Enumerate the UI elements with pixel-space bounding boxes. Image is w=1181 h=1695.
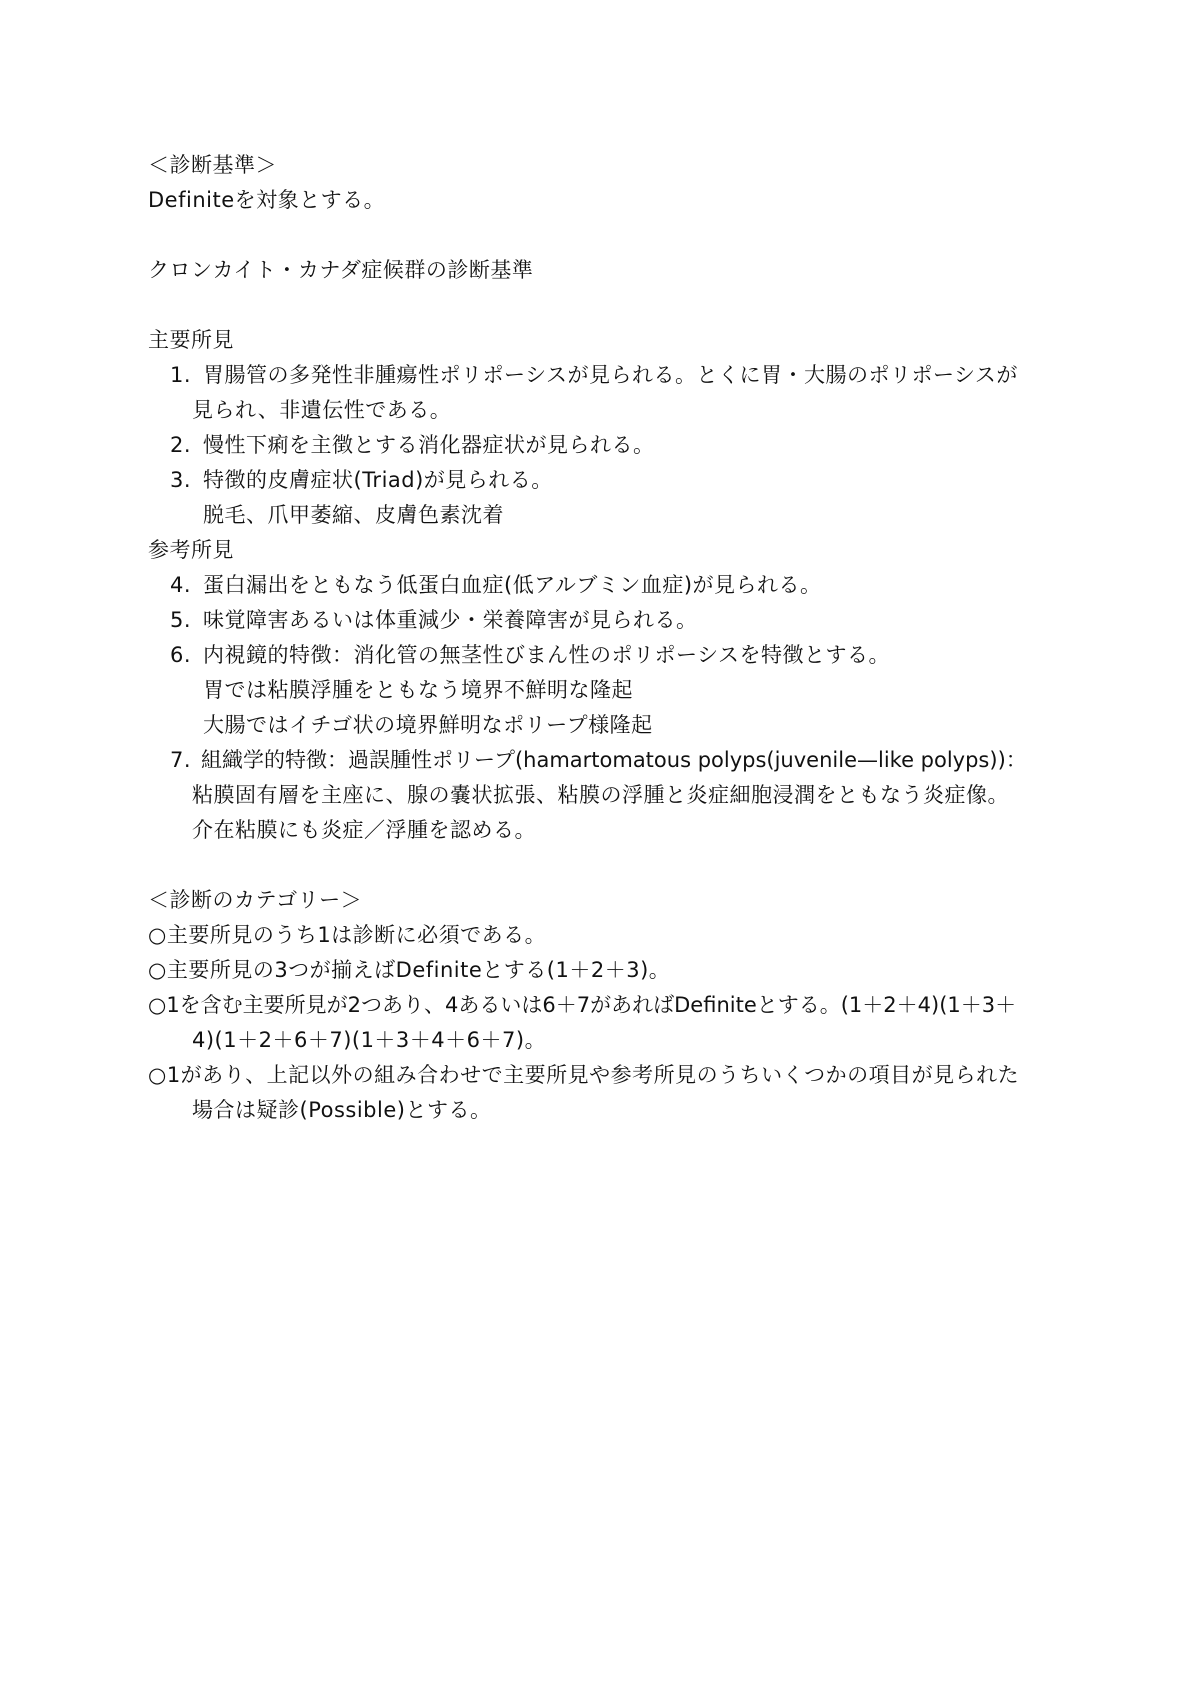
criteria-heading: ＜診断基準＞	[148, 153, 277, 177]
ref-item-4-text: 蛋白漏出をともなう低蛋白血症(低アルブミン血症)が見られる。	[203, 573, 822, 597]
major-item-2-text: 慢性下痢を主徴とする消化器症状が見られる。	[203, 433, 655, 457]
category-item-4: ○1があり、上記以外の組み合わせで主要所見や参考所見のうちいくつかの項目が見られた	[148, 1063, 1020, 1087]
ref-item-7-continuation-2: 介在粘膜にも炎症／浮腫を認める。	[192, 818, 536, 842]
ref-item-7-continuation-1: 粘膜固有層を主座に、腺の嚢状拡張、粘膜の浮腫と炎症細胞浸潤をともなう炎症像。	[192, 783, 1009, 807]
major-item-3-sub: 脱毛、爪甲萎縮、皮膚色素沈着	[203, 503, 504, 527]
major-item-3-number: 3.	[170, 468, 192, 492]
category-item-2: ○主要所見の3つが揃えばDefiniteとする(1＋2＋3)。	[148, 958, 671, 982]
major-findings-heading: 主要所見	[148, 328, 234, 352]
ref-item-5-text: 味覚障害あるいは体重減少・栄養障害が見られる。	[203, 608, 698, 632]
category-heading: ＜診断のカテゴリー＞	[148, 888, 363, 912]
ref-item-6-text: 内視鏡的特徴：消化管の無茎性びまん性のポリポーシスを特徴とする。	[203, 643, 890, 667]
ref-item-7-number: 7.	[170, 748, 192, 772]
document-title: クロンカイト・カナダ症候群の診断基準	[148, 258, 534, 282]
ref-item-6-number: 6.	[170, 643, 192, 667]
ref-item-6-sub-stomach: 胃では粘膜浮腫をともなう境界不鮮明な隆起	[203, 678, 633, 702]
major-item-2-number: 2.	[170, 433, 192, 457]
major-item-3-text: 特徴的皮膚症状(Triad)が見られる。	[203, 468, 553, 492]
category-item-3: ○1を含む主要所見が2つあり、4あるいは6＋7があればDefiniteとする。(1＋2＋4)(1＋3＋	[148, 993, 1017, 1017]
category-item-3-continuation: 4)(1＋2＋6＋7)(1＋3＋4＋6＋7)。	[192, 1028, 547, 1052]
major-item-1-continuation: 見られ、非遺伝性である。	[192, 398, 452, 422]
category-item-4-continuation: 場合は疑診(Possible)とする。	[192, 1098, 492, 1122]
reference-findings-heading: 参考所見	[148, 538, 234, 562]
ref-item-7-text: 組織学的特徴：過誤腫性ポリープ(hamartomatous polyps(juvenile—like polyps))：	[201, 748, 1027, 772]
scope-note: Definiteを対象とする。	[148, 188, 386, 212]
major-item-1-number: 1.	[170, 363, 192, 387]
major-item-1-text: 胃腸管の多発性非腫瘍性ポリポーシスが見られる。とくに胃・大腸のポリポーシスが	[203, 363, 1018, 387]
ref-item-5-number: 5.	[170, 608, 192, 632]
ref-item-4-number: 4.	[170, 573, 192, 597]
category-item-1: ○主要所見のうち1は診断に必須である。	[148, 923, 547, 947]
ref-item-6-sub-colon: 大腸ではイチゴ状の境界鮮明なポリープ様隆起	[203, 713, 653, 737]
